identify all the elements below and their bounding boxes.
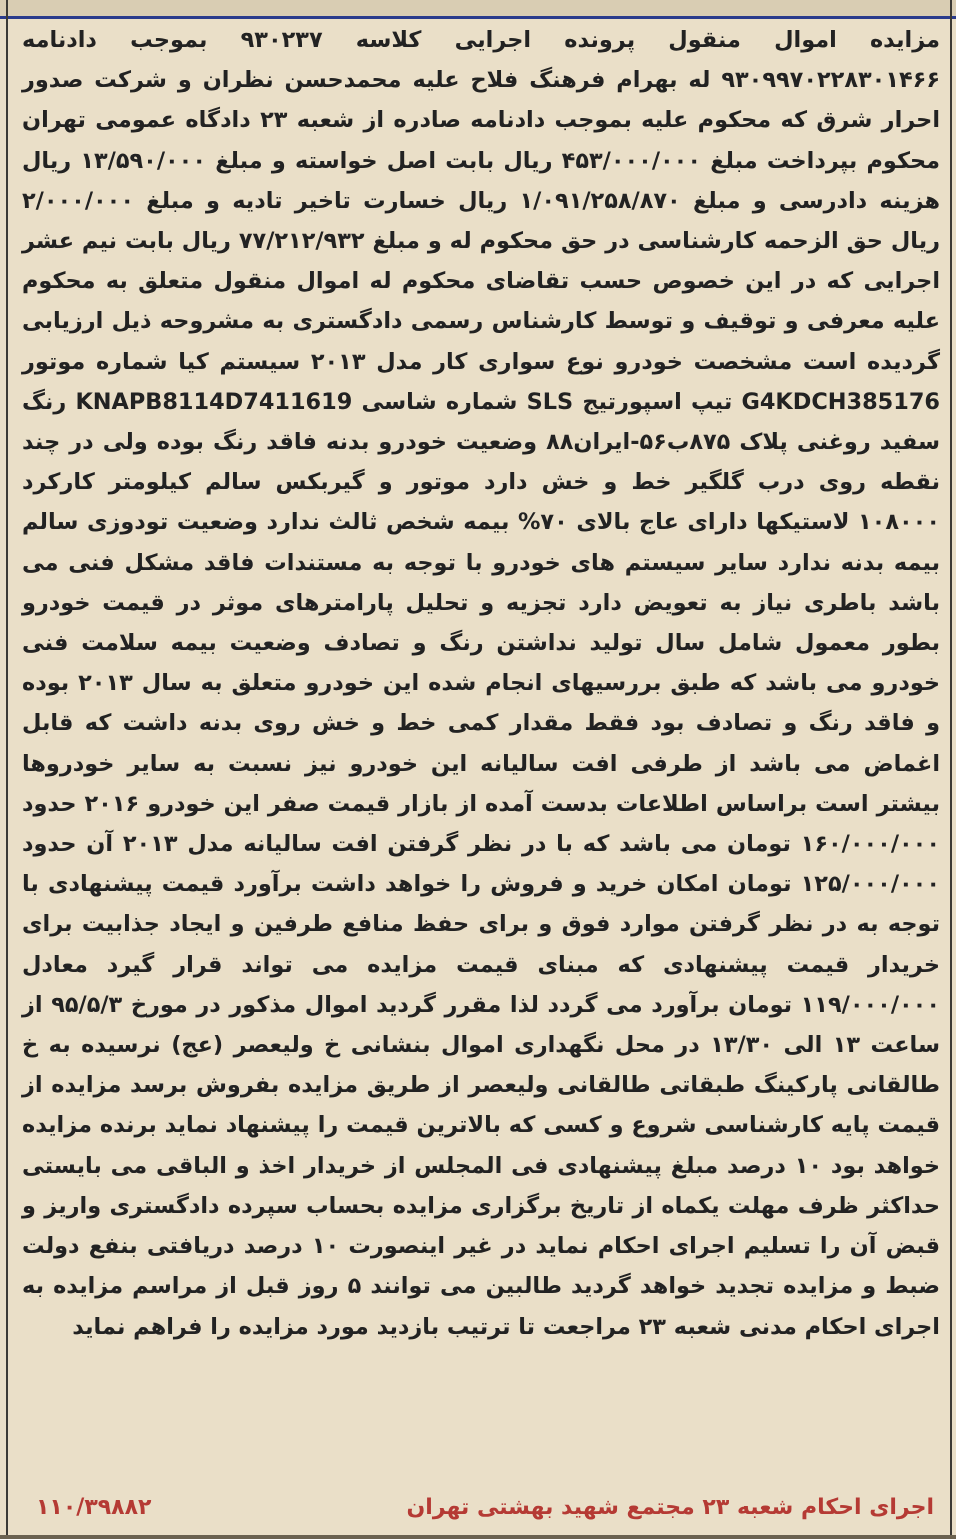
top-border [0,0,956,19]
reference-number: ۱۱۰/۳۹۸۸۲ [36,1495,152,1520]
left-border [6,0,8,1539]
auction-notice [22,20,940,1347]
notice-footer [22,1486,934,1530]
notice-body: مزایده اموال منقول پرونده اجرایی کلاسه ۹۳۰۲۳۷ بموجب دادنامه ۹۳۰۹۹۷۰۲۲۸۳۰۱۴۶۶ له بهرام فرهنگ فلاح علیه محمدحسن نظران و شرکت صدور احرار شرق که محکوم علیه بموجب دادنامه صادره از شعبه ۲۳ دادگاه عمومی تهران محکوم بپرداخت مبلغ ۴۵۳/۰۰۰/۰۰۰ ریال بابت اصل خواسته و مبلغ ۱۳/۵۹۰/۰۰۰ ریال هزینه دادرسی و مبلغ ۱/۰۹۱/۲۵۸/۸۷۰ ریال خسارت تاخیر تادیه و مبلغ ۲/۰۰۰/۰۰۰ ریال حق الزحمه کارشناسی در حق محکوم له و مبلغ ۷۷/۲۱۲/۹۳۲ ریال بابت نیم عشر اجرایی که در این خصوص حسب تقاضای محکوم له اموال منقول متعلق به محکوم علیه معرفی و توقیف و توسط کارشناس رسمی دادگستری به مشروحه ذیل ارزیابی گردیده است مشخصت خودرو نوع سواری کار مدل ۲۰۱۳ سیستم کیا شماره موتور G4KDCH385176 تیپ اسپورتیج SLS شماره شاسی KNAPB8114D7411619 رنگ سفید روغنی پلاک ۸۷۵ب۵۶-ایران۸۸ وضعیت خودرو بدنه فاقد رنگ بوده ولی در چند نقطه روی درب گلگیر خط و خش دارد موتور و گیربکس سالم کیلومتر کارکرد ۱۰۸۰۰۰ لاستیکها دارای عاج بالای ۷۰% بیمه شخص ثالث ندارد وضعیت تودوزی سالم بیمه بدنه ندارد سایر سیستم های خودرو با توجه به مستندات فاقد مشکل فنی می باشد باطری نیاز به تعویض دارد تجزیه و تحلیل پارامترهای موثر در قیمت خودرو بطور معمول شامل سال تولید نداشتن رنگ و تصادف وضعیت بیمه سلامت فنی خودرو می باشد که طبق بررسیهای انجام شده این خودرو متعلق به سال ۲۰۱۳ بوده و فاقد رنگ و تصادف بود فقط مقدار کمی خط و خش روی بدنه داشت که قابل اغماض می باشد از طرفی افت سالیانه این خودرو نیز نسبت به سایر خودروها بیشتر است براساس اطلاعات بدست آمده از بازار قیمت صفر این خودرو ۲۰۱۶ حدود ۱۶۰/۰۰۰/۰۰۰ تومان می باشد که با در نظر گرفتن افت سالیانه مدل ۲۰۱۳ آن حدود ۱۲۵/۰۰۰/۰۰۰ تومان امکان خرید و فروش را خواهد داشت برآورد قیمت پیشنهادی با توجه به در نظر گرفتن موارد فوق و برای حفظ منافع طرفین و ایجاد جذابیت برای خریدار قیمت پیشنهادی که مبنای قیمت مزایده می تواند قرار گیرد معادل ۱۱۹/۰۰۰/۰۰۰ تومان برآورد می گردد لذا مقرر گردید اموال مذکور در مورخ ۹۵/۵/۳ از ساعت ۱۳ الی ۱۳/۳۰ در محل نگهداری اموال بنشانی خ ولیعصر (عج) نرسیده به خ طالقانی پارکینگ طبقاتی طالقانی ولیعصر از طریق مزایده بفروش برسد مزایده از قیمت پایه کارشناسی شروع و کسی که بالاترین قیمت را پیشنهاد نماید برنده مزایده خواهد بود ۱۰ درصد مبلغ پیشنهادی فی المجلس از خریدار اخذ و الباقی می بایستی حداکثر ظرف مهلت یکماه از تاریخ برگزاری مزایده بحساب سپرده دادگستری واریز و قبض آن را تسلیم اجرای احکام نماید در غیر اینصورت ۱۰ درصد دریافتی بنفع دولت ضبط و مزایده تجدید خواهد گردید طالبین می توانند ۵ روز قبل از مراسم مزایده به اجرای احکام مدنی شعبه ۲۳ مراجعت تا ترتیب بازدید مورد مزایده را فراهم نماید [22,27,941,1340]
bottom-border [0,1535,956,1539]
issuer-signature: اجرای احکام شعبه ۲۳ مجتمع شهید بهشتی تهران [406,1495,934,1520]
right-border [950,0,952,1539]
